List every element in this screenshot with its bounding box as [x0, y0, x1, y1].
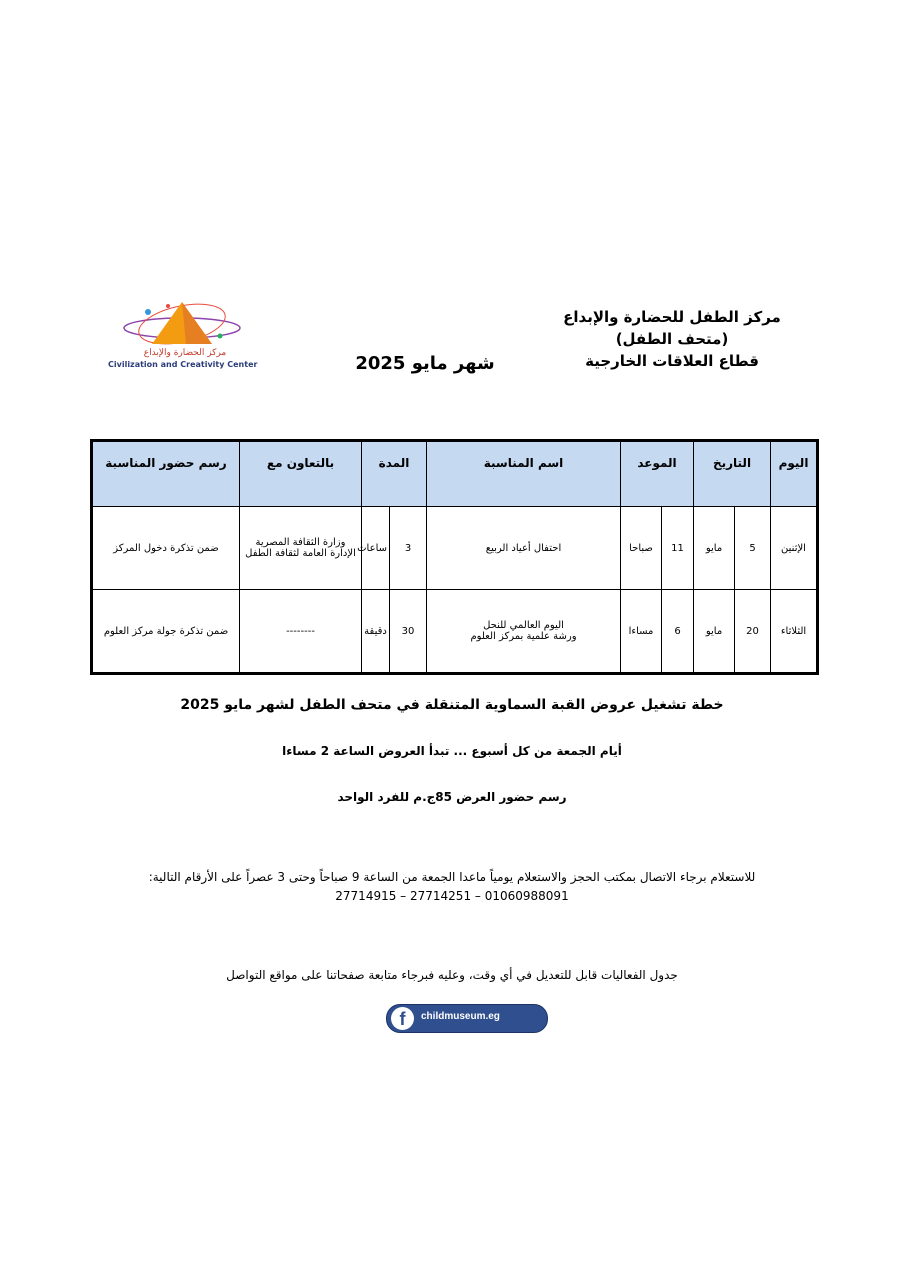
date-month-cell: مايو [694, 507, 735, 590]
partner-cell [240, 507, 362, 590]
event-name-line: احتفال أعياد الربيع [485, 542, 562, 554]
duration-unit-cell: دقيقة [362, 590, 390, 674]
events-table [90, 439, 819, 675]
month-title: شهر مايو 2025 [355, 353, 495, 374]
planetarium-title: خطة تشغيل عروض القبة السماوية المتنقلة في متحف الطفل لشهر مايو 2025 [180, 697, 724, 713]
logo-english-text: Civilization and Creativity Center [108, 360, 258, 369]
time-number-cell: 11 [662, 507, 694, 590]
event-name-line: اليوم العالمي للنحل [483, 620, 564, 631]
org-subtitle: (متحف الطفل) [615, 330, 729, 348]
duration-unit-cell: ساعات [362, 507, 390, 590]
header-duration: المدة [362, 441, 427, 507]
date-number-cell: 5 [735, 507, 771, 590]
facebook-link[interactable] [386, 1004, 548, 1033]
table-header-row [92, 441, 818, 507]
org-name: مركز الطفل للحضارة والإبداع [563, 308, 781, 326]
event-name-cell [427, 590, 621, 674]
schedule-note: جدول الفعاليات قابل للتعديل في أي وقت، وعليه فبرجاء متابعة صفحاتنا على مواقع التواصل [226, 968, 678, 982]
header-event-name: اسم المناسبة [427, 441, 621, 507]
header-day: اليوم [771, 441, 818, 507]
table-row [92, 590, 818, 674]
day-cell: الثلاثاء [771, 590, 818, 674]
event-name-line: ورشة علمية بمركز العلوم [470, 631, 577, 642]
header-time: الموعد [621, 441, 694, 507]
date-month-cell: مايو [694, 590, 735, 674]
header-partner: بالتعاون مع [240, 441, 362, 507]
duration-number-cell: 3 [390, 507, 427, 590]
event-name-cell [427, 507, 621, 590]
time-number-cell: 6 [662, 590, 694, 674]
logo-arabic-text: مركز الحضارة والإبداع [143, 348, 227, 358]
planetarium-fee: رسم حضور العرض 85ج.م للفرد الواحد [337, 790, 567, 804]
day-cell: الإثنين [771, 507, 818, 590]
time-period-cell: مساءا [621, 590, 662, 674]
time-period-cell: صباحا [621, 507, 662, 590]
inquiry-text: للاستعلام برجاء الاتصال بمكتب الحجز والاستعلام يومياً ماعدا الجمعة من الساعة 9 صباحاً وحتى 3 عصراً على الأرقام التالية: [148, 870, 756, 884]
fee-cell: ضمن تذكرة جولة مركز العلوم [92, 590, 240, 674]
header-date: التاريخ [694, 441, 771, 507]
planetarium-days: أيام الجمعة من كل أسبوع ... تبدأ العروض الساعة 2 مساءا [282, 744, 622, 758]
partner-cell [240, 590, 362, 674]
center-logo [108, 296, 256, 382]
partner-line: وزارة الثقافة المصرية [255, 537, 346, 548]
facebook-icon: f [391, 1007, 414, 1030]
date-number-cell: 20 [735, 590, 771, 674]
fee-cell: ضمن تذكرة دخول المركز [92, 507, 240, 590]
org-department: قطاع العلاقات الخارجية [585, 352, 759, 370]
organization-header [542, 306, 802, 372]
duration-number-cell: 30 [390, 590, 427, 674]
partner-line: -------- [286, 625, 315, 637]
header-fee: رسم حضور المناسبة [92, 441, 240, 507]
phone-numbers: 01060988091 – 27714251 – 27714915 [335, 889, 569, 903]
pyramid-logo-icon [108, 296, 256, 352]
table-row [92, 507, 818, 590]
partner-line: الإدارة العامة لثقافة الطفل [245, 548, 356, 559]
facebook-handle: childmuseum.eg [421, 1011, 500, 1022]
